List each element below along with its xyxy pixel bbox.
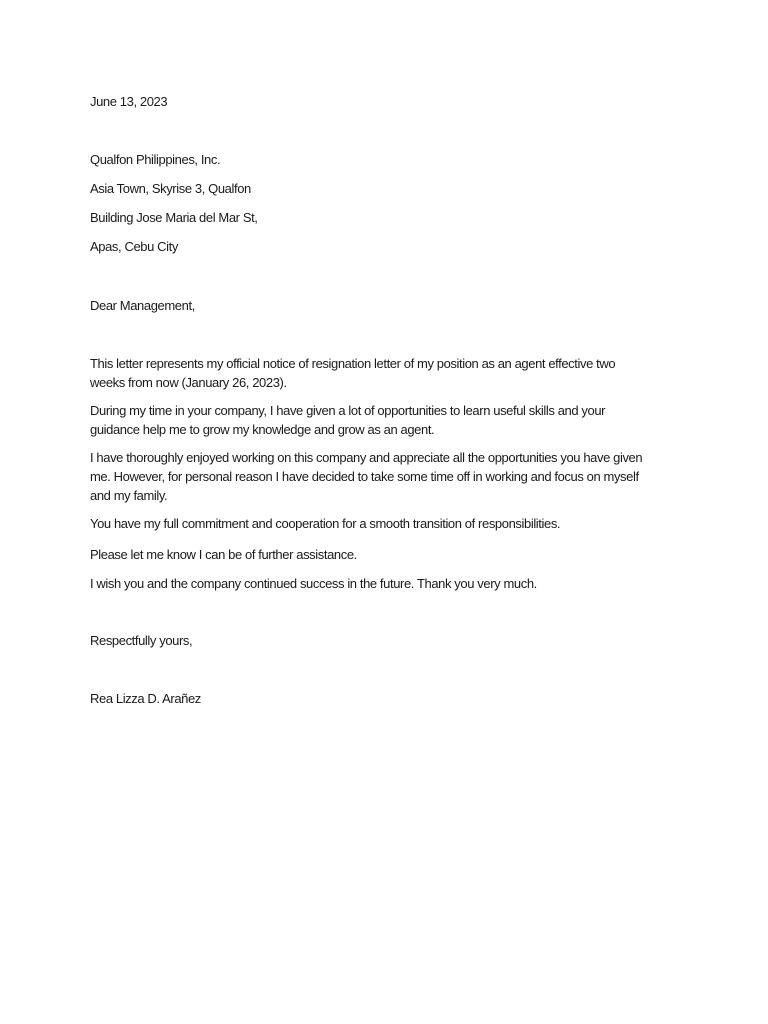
recipient-line: Qualfon Philippines, Inc. bbox=[90, 152, 221, 167]
paragraph-line: Please let me know I can be of further assistance. bbox=[90, 547, 357, 562]
recipient-line: Building Jose Maria del Mar St, bbox=[90, 210, 258, 225]
signature-name: Rea Lizza D. Arañez bbox=[90, 691, 201, 706]
closing: Respectfully yours, bbox=[90, 633, 193, 648]
paragraph-line: This letter represents my official notice of resignation letter of my position as an agent effective two bbox=[90, 356, 616, 371]
paragraph-line: I have thoroughly enjoyed working on this company and appreciate all the opportunities you have given bbox=[90, 450, 643, 465]
recipient-line: Asia Town, Skyrise 3, Qualfon bbox=[90, 181, 251, 196]
paragraph-line: You have my full commitment and cooperation for a smooth transition of responsibilities. bbox=[90, 516, 561, 531]
paragraph-line: I wish you and the company continued success in the future. Thank you very much. bbox=[90, 576, 537, 591]
paragraph-line: and my family. bbox=[90, 488, 168, 503]
paragraph-line: me. However, for personal reason I have decided to take some time off in working and focus on myself bbox=[90, 469, 639, 484]
paragraph-line: weeks from now (January 26, 2023). bbox=[90, 375, 287, 390]
letter-date: June 13, 2023 bbox=[90, 94, 168, 109]
recipient-line: Apas, Cebu City bbox=[90, 239, 178, 254]
salutation: Dear Management, bbox=[90, 298, 195, 313]
paragraph-line: During my time in your company, I have given a lot of opportunities to learn useful skills and your bbox=[90, 403, 606, 418]
paragraph-line: guidance help me to grow my knowledge and grow as an agent. bbox=[90, 422, 435, 437]
